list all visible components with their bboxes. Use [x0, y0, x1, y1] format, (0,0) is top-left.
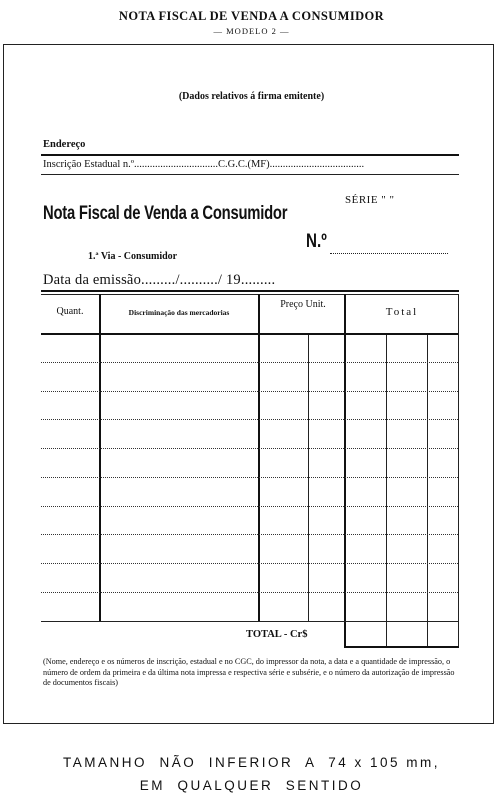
invoice-number-line	[330, 253, 448, 254]
item-row	[41, 419, 458, 420]
column-divider-5	[386, 335, 387, 647]
invoice-name: Nota Fiscal de Venda a Consumidor	[43, 203, 288, 224]
invoice-number-label: N.º	[306, 231, 327, 252]
column-divider-2	[258, 294, 260, 622]
total-header: Total	[385, 306, 419, 318]
quantity-header: Quant.	[56, 306, 84, 317]
registration-rule	[41, 174, 459, 175]
total-bottom-rule	[344, 646, 459, 648]
table-top-rule-2	[41, 294, 459, 295]
printer-info-note: (Nome, endereço e os números de inscrição, estadual e no CGC, do impressor da nota, a data e a quantidade de impressão, o número de ordem da primeira e da última nota impressa e respectiva série e subsérie, e o número da autorização de impressão de documentos fiscais)	[43, 657, 455, 687]
issue-date-field: Data da emissão........./........../ 19.........	[43, 272, 276, 288]
header-bottom-rule	[41, 333, 459, 335]
form-model-subtitle: — MODELO 2 —	[213, 26, 290, 36]
size-requirement-line-1: TAMANHO NÃO INFERIOR A 74 x 105 mm,	[62, 755, 441, 770]
item-row	[41, 448, 458, 449]
address-label: Endereço	[43, 139, 86, 150]
item-row	[41, 506, 458, 507]
column-divider-6	[427, 335, 428, 647]
form-title: NOTA FISCAL DE VENDA A CONSUMIDOR	[118, 9, 385, 23]
item-row	[41, 592, 458, 593]
item-row	[41, 477, 458, 478]
item-row	[41, 362, 458, 363]
items-bottom-rule	[41, 621, 459, 622]
unit-price-header: Preço Unit.	[280, 299, 326, 310]
state-registration-field: Inscrição Estadual n.º................................C.G.C.(MF)....................................	[43, 159, 365, 170]
item-row	[41, 563, 458, 564]
issuer-data-label: (Dados relativos á firma emitente)	[178, 91, 325, 102]
item-row	[41, 534, 458, 535]
column-divider-4	[344, 294, 346, 647]
table-top-rule	[41, 290, 459, 292]
total-label: TOTAL - Cr$	[246, 629, 308, 640]
column-divider-7	[458, 294, 459, 647]
size-requirement-line-2: EM QUALQUER SENTIDO	[139, 778, 364, 793]
copy-label: 1.ª Via - Consumidor	[88, 251, 178, 262]
description-header: Discriminação das mercadorias	[128, 308, 230, 317]
column-divider-3	[308, 335, 309, 622]
column-divider-1	[99, 294, 101, 622]
item-row	[41, 391, 458, 392]
series-label: SÉRIE " "	[345, 194, 395, 206]
address-rule	[41, 154, 459, 156]
